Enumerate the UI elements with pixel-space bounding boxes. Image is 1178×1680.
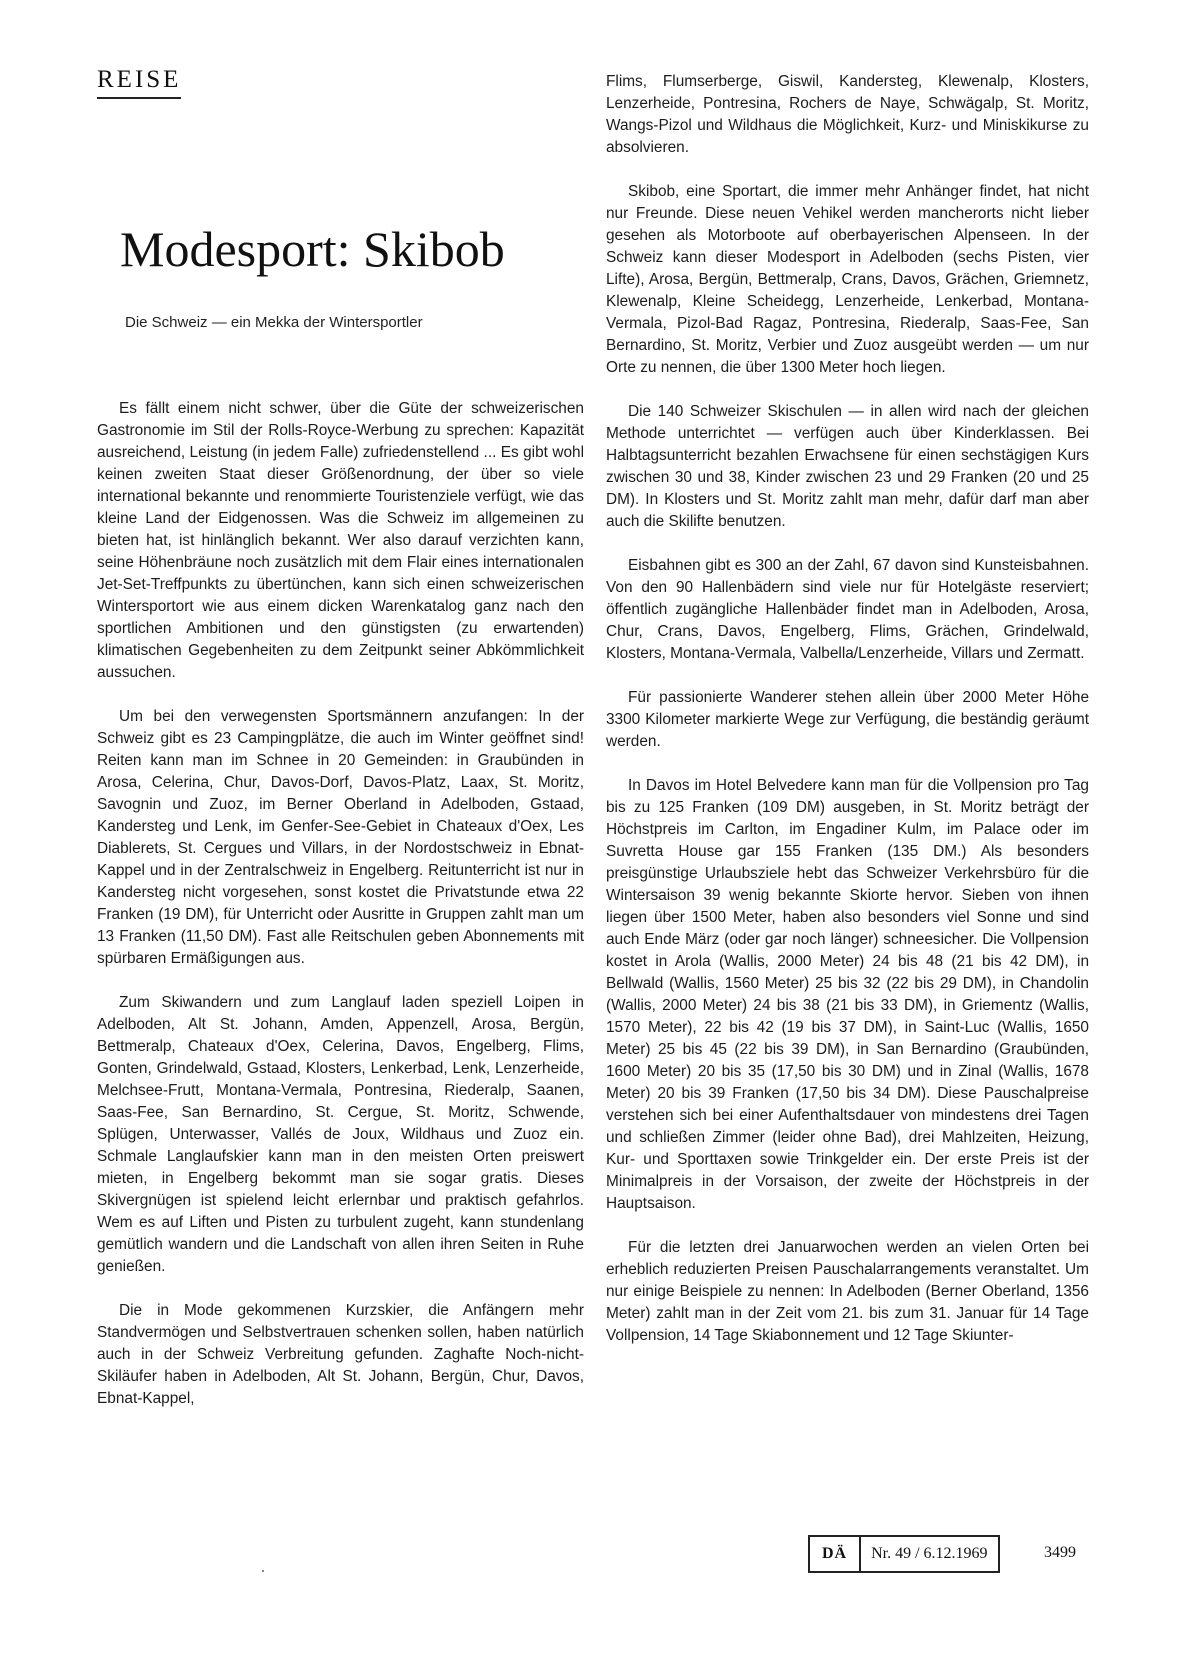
- paragraph: Zum Skiwandern und zum Langlauf laden speziell Loipen in Adelboden, Alt St. Johann, Amden, Appenzell, Arosa, Bergün, Bettmeralp, Chateaux d'Oex, Celerina, Davos, Engelberg, Flims, Gonten, Grindelwald, Gstaad, Klosters, Lenkerbad, Lenk, Lenzerheide, Melchsee-Frutt, Montana-Vermala, Pontresina, Riederalp, Saanen, Saas-Fee, San Bernardino, St. Cergue, St. Moritz, Schwende, Splügen, Unterwasser, Vallés de Joux, Wildhaus und Zuoz ein. Schmale Langlaufskier kann man in den meisten Orten preiswert mieten, in Engelberg bekommt man sie sogar gratis. Dieses Skivergnügen ist spielend leicht erlernbar und praktisch gefahrlos. Wem es auf Liften und Pisten zu turbulent zugeht, kann stundenlang gemütlich wandern und die Landschaft von allen ihren Seiten in Ruhe genießen.: [97, 994, 584, 1275]
- right-column: [606, 71, 1089, 1347]
- journal-footer-box: [808, 1535, 1000, 1573]
- paragraph: Für passionierte Wanderer stehen allein über 2000 Meter Höhe 3300 Kilometer markierte Wege zur Verfügung, die beständig geräumt werden.: [606, 689, 1089, 750]
- left-column: [97, 398, 584, 1410]
- paragraph: Die 140 Schweizer Skischulen — in allen wird nach der gleichen Methode unterrichtet — verfügen auch über Kinderklassen. Bei Halbtagsunterricht bezahlen Erwachsene für einen sechstägigen Kurs zwischen 30 und 38, Kinder zwischen 23 und 29 Franken (20 und 25 DM). In Klosters und St. Moritz zahlt man mehr, dafür darf man aber auch die Skilifte benutzen.: [606, 403, 1089, 530]
- paragraph: Für die letzten drei Januarwochen werden an vielen Orten bei erheblich reduzierten Preisen Pauschalarrangements veranstaltet. Um nur einige Beispiele zu nennen: In Adelboden (Berner Oberland, 1356 Meter) zahlt man in der Zeit vom 21. bis zum 31. Januar für 14 Tage Vollpension, 14 Tage Skiabonnement und 12 Tage Skiunter-: [606, 1239, 1089, 1344]
- paragraph: Flims, Flumserberge, Giswil, Kandersteg, Klewenalp, Klosters, Lenzerheide, Pontresina, Rochers de Naye, Schwägalp, St. Moritz, Wangs-Pizol und Wildhaus die Möglichkeit, Kurz- und Miniskikurse zu absolvieren.: [606, 73, 1089, 156]
- paragraph: Es fällt einem nicht schwer, über die Güte der schweizerischen Gastronomie im Stil der Rolls-Royce-Werbung zu sprechen: Kapazität ausreichend, Leistung (in jedem Falle) zufriedenstellend ... Es gibt wohl keinen zweiten Staat dieser Größenordnung, der über so viele international bekannte und renommierte Touristenziele verfügt, wie das kleine Land der Eidgenossen. Was die Schweiz im allgemeinen zu bieten hat, ist hinlänglich bekannt. Wer also darauf verzichten kann, seine Höhenbräune noch zusätzlich mit dem Flair eines internationalen Jet-Set-Treffpunkts zu übertünchen, kann sich einen schweizerischen Wintersportort wie aus einem dicken Warenkatalog ganz nach den sportlichen Ambitionen und den günstigsten (zu erwartenden) klimatischen Gegebenheiten zu dem Zeitpunkt seiner Abkömmlichkeit aussuchen.: [97, 400, 584, 681]
- print-speck: [262, 1570, 264, 1572]
- section-label: REISE: [97, 66, 181, 99]
- paragraph: Eisbahnen gibt es 300 an der Zahl, 67 davon sind Kunsteisbahnen. Von den 90 Hallenbädern sind viele nur für Hotelgäste reserviert; öffentlich zugängliche Hallenbäder findet man in Adelboden, Arosa, Chur, Crans, Davos, Engelberg, Flims, Grächen, Grindelwald, Klosters, Montana-Vermala, Valbella/Lenzerheide, Villars und Zermatt.: [606, 557, 1089, 662]
- page-number: 3499: [1044, 1544, 1076, 1561]
- article-subtitle: Die Schweiz — ein Mekka der Wintersportler: [125, 314, 423, 331]
- issue-label: Nr. 49 / 6.12.1969: [871, 1545, 988, 1562]
- paragraph: In Davos im Hotel Belvedere kann man für die Vollpension pro Tag bis zu 125 Franken (109 DM) ausgeben, in St. Moritz beträgt der Höchstpreis im Carlton, im Engadiner Kulm, im Palace oder im Suvretta House gar 155 Franken (135 DM.) Als besonders preisgünstige Urlaubsziele hebt das Schweizer Verkehrsbüro für die Wintersaison 39 wenig bekannte Skiorte hervor. Sieben von ihnen liegen über 1500 Meter, haben also besonders viel Sonne und sind auch Ende März (oder gar noch länger) schneesicher. Die Vollpension kostet in Arola (Wallis, 2000 Meter) 24 bis 48 (21 bis 42 DM), in Bellwald (Wallis, 1560 Meter) 25 bis 32 (22 bis 29 DM), in Chandolin (Wallis, 2000 Meter) 24 bis 38 (21 bis 33 DM), in Griementz (Wallis, 1570 Meter), 22 bis 42 (19 bis 37 DM), in Saint-Luc (Wallis, 1650 Meter) 25 bis 45 (22 bis 39 DM), in San Bernardino (Graubünden, 1600 Meter) 20 bis 35 (17,50 bis 30 DM) und in Zinal (Wallis, 1678 Meter) 20 bis 39 Franken (17,50 bis 34 DM). Diese Pauschalpreise verstehen sich bei einer Aufenthaltsdauer von mindestens drei Tagen und schließen Zimmer (leider ohne Bad), drei Mahlzeiten, Heizung, Kur- und Sporttaxen sowie Trinkgelder ein. Der erste Preis ist der Minimalpreis in der Vorsaison, der zweite der Höchstpreis in der Hauptsaison.: [606, 777, 1089, 1212]
- paragraph: Die in Mode gekommenen Kurzskier, die Anfängern mehr Standvermögen und Selbstvertrauen schenken sollen, haben natürlich auch in der Schweiz Verbreitung gefunden. Zaghafte Noch-nicht-Skiläufer haben in Adelboden, Alt St. Johann, Bergün, Chur, Davos, Ebnat-Kappel,: [97, 1302, 584, 1407]
- journal-logo: DÄ: [810, 1537, 861, 1571]
- article-title: Modesport: Skibob: [120, 221, 505, 277]
- paragraph: Skibob, eine Sportart, die immer mehr Anhänger findet, hat nicht nur Freunde. Diese neuen Vehikel werden mancherorts nicht lieber gesehen als Motorboote auf oberbayerischen Alpenseen. In der Schweiz kann dieser Modesport in Adelboden (sechs Pisten, vier Lifte), Arosa, Bergün, Bettmeralp, Crans, Davos, Grächen, Griemnetz, Klewenalp, Kleine Scheidegg, Lenzerheide, Lenkerbad, Montana-Vermala, Pizol-Bad Ragaz, Pontresina, Riederalp, Saas-Fee, San Bernardino, St. Moritz, Verbier und Zuoz ausgeübt werden — um nur Orte zu nennen, die über 1300 Meter hoch liegen.: [606, 183, 1089, 376]
- paragraph: Um bei den verwegensten Sportsmännern anzufangen: In der Schweiz gibt es 23 Campingplätze, die auch im Winter geöffnet sind! Reiten kann man im Schnee in 20 Gemeinden: in Graubünden in Arosa, Celerina, Chur, Davos-Dorf, Davos-Platz, Laax, St. Moritz, Savognin und Zuoz, im Berner Oberland in Adelboden, Gstaad, Kandersteg und Lenk, im Genfer-See-Gebiet in Chateaux d'Oex, Les Diablerets, St. Cergues und Villars, in der Nordostschweiz in Ebnat-Kappel und in der Zentralschweiz in Engelberg. Reitunterricht ist nur in Kandersteg nicht vorgesehen, sonst kostet die Privatstunde etwa 22 Franken (19 DM), für Unterricht oder Ausritte in Gruppen zahlt man um 13 Franken (11,50 DM). Fast alle Reitschulen geben Abonnements mit spürbaren Ermäßigungen aus.: [97, 708, 584, 967]
